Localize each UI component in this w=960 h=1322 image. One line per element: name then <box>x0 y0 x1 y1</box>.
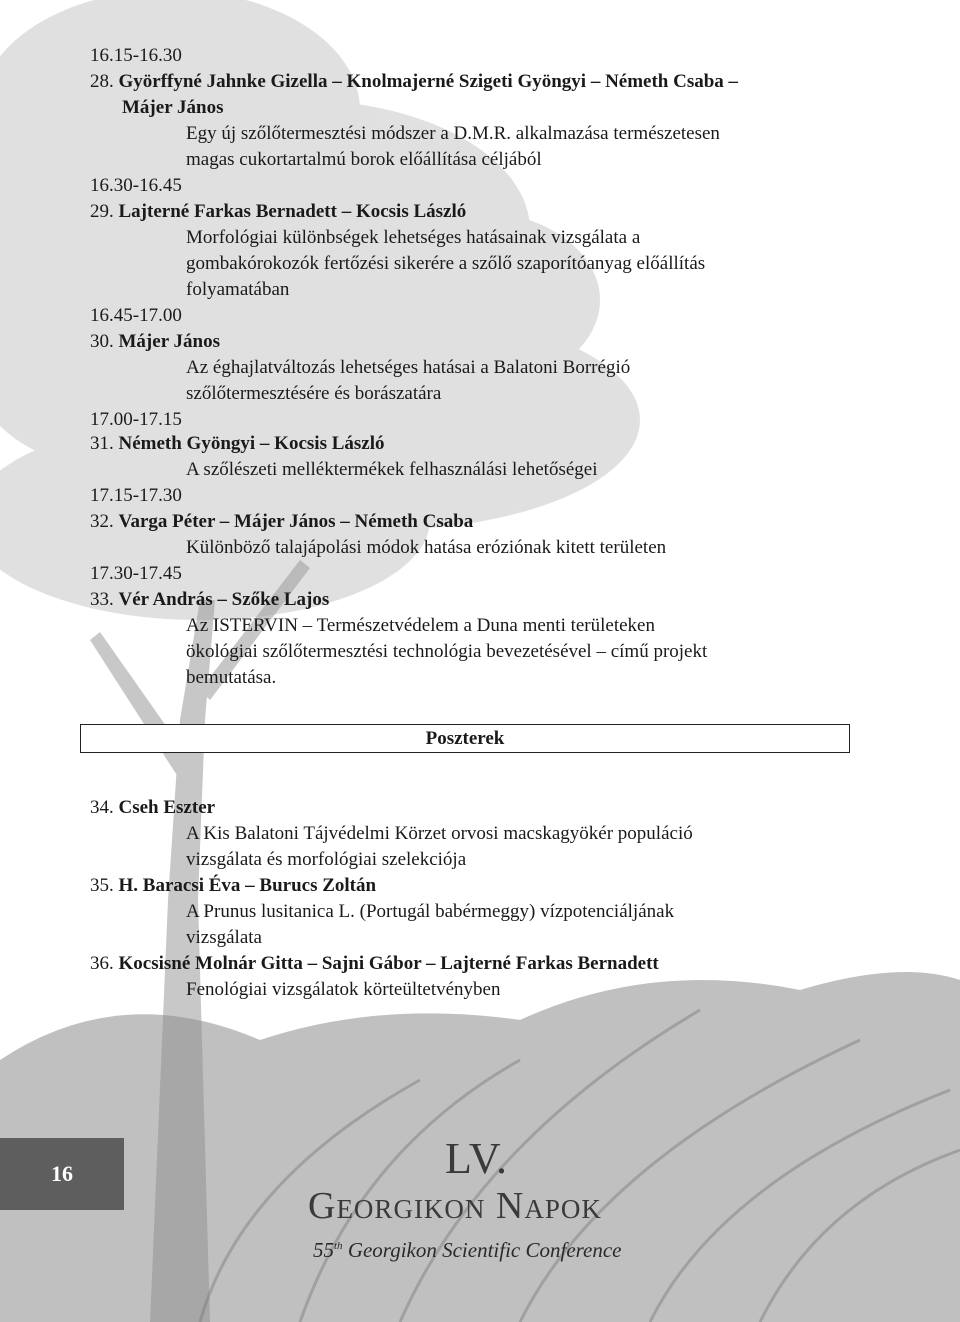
logo-sub-sup: th <box>334 1240 343 1252</box>
poster-number: 36. <box>90 953 114 974</box>
page-number: 16 <box>0 1138 124 1210</box>
poster-authors <box>90 952 659 976</box>
author-names: Györffyné Jahnke Gizella – Knolmajerné Szigeti Gyöngyi – Németh Csaba – <box>118 71 739 92</box>
poster-title: vizsgálata és morfológiai szelekciója <box>186 849 467 870</box>
talk-title: szőlőtermesztésére és borászatára <box>186 383 442 404</box>
talk-title: magas cukortartalmú borok előállítása céljából <box>186 149 542 170</box>
logo-roman-numeral: LV. <box>445 1134 508 1183</box>
talk-title: Morfológiai különbségek lehetséges hatásainak vizsgálata a <box>186 227 641 248</box>
author-names: Kocsisné Molnár Gitta – Sajni Gábor – Lajterné Farkas Bernadett <box>118 953 659 974</box>
talk-title: Egy új szőlőtermesztési módszer a D.M.R. alkalmazása természetesen <box>186 123 720 144</box>
author-names: Lajterné Farkas Bernadett – Kocsis László <box>118 201 467 222</box>
logo-subtitle <box>313 1238 653 1263</box>
talk-title: Különböző talajápolási módok hatása eróziónak kitett területen <box>186 537 667 558</box>
logo-title: Georgikon Napok <box>308 1185 602 1227</box>
author-names: Németh Gyöngyi – Kocsis László <box>118 433 385 454</box>
talk-authors <box>90 432 385 456</box>
talk-number: 29. <box>90 201 114 222</box>
talk-authors <box>90 70 738 94</box>
talk-title: A szőlészeti melléktermékek felhasználási lehetőségei <box>186 459 598 480</box>
poster-title: A Prunus lusitanica L. (Portugál babérmeggy) vízpotenciáljának <box>186 901 675 922</box>
author-names: Cseh Eszter <box>118 797 216 818</box>
time-slot: 17.00-17.15 <box>90 409 182 430</box>
logo-sub-prefix: 55 <box>313 1238 334 1262</box>
talk-title: gombakórokozók fertőzési sikerére a szőlő szaporítóanyag előállítás <box>186 253 706 274</box>
time-slot: 16.30-16.45 <box>90 175 182 196</box>
author-names: Vér András – Szőke Lajos <box>118 589 330 610</box>
poster-number: 35. <box>90 875 114 896</box>
author-names: Májer János <box>118 331 220 352</box>
talk-number: 28. <box>90 71 114 92</box>
talk-title: Az éghajlatváltozás lehetséges hatásai a Balatoni Borrégió <box>186 357 631 378</box>
author-names: Májer János <box>122 97 224 118</box>
poster-title: A Kis Balatoni Tájvédelmi Körzet orvosi macskagyökér populáció <box>186 823 693 844</box>
talk-title: ökológiai szőlőtermesztési technológia bevezetésével – című projekt <box>186 641 708 662</box>
logo-sub-rest: Georgikon Scientific Conference <box>342 1238 622 1262</box>
poster-title: vizsgálata <box>186 927 262 948</box>
author-names: H. Baracsi Éva – Burucs Zoltán <box>118 875 377 896</box>
poster-authors <box>90 874 376 898</box>
poster-authors <box>90 796 215 820</box>
talk-title: bemutatása. <box>186 667 277 688</box>
author-names: Varga Péter – Májer János – Németh Csaba <box>118 511 474 532</box>
talk-title: folyamatában <box>186 279 290 300</box>
posters-heading: Poszterek <box>80 724 850 753</box>
talk-authors <box>90 330 220 354</box>
talk-authors <box>90 588 329 612</box>
talk-authors <box>90 510 473 534</box>
poster-title: Fenológiai vizsgálatok körteültetvényben <box>186 979 501 1000</box>
talk-number: 30. <box>90 331 114 352</box>
talk-number: 31. <box>90 433 114 454</box>
poster-number: 34. <box>90 797 114 818</box>
talk-number: 33. <box>90 589 114 610</box>
time-slot: 16.15-16.30 <box>90 45 182 66</box>
time-slot: 16.45-17.00 <box>90 305 182 326</box>
talk-title: Az ISTERVIN – Természetvédelem a Duna menti területeken <box>186 615 655 636</box>
talk-number: 32. <box>90 511 114 532</box>
time-slot: 17.15-17.30 <box>90 485 182 506</box>
time-slot: 17.30-17.45 <box>90 563 182 584</box>
talk-authors <box>90 200 466 224</box>
